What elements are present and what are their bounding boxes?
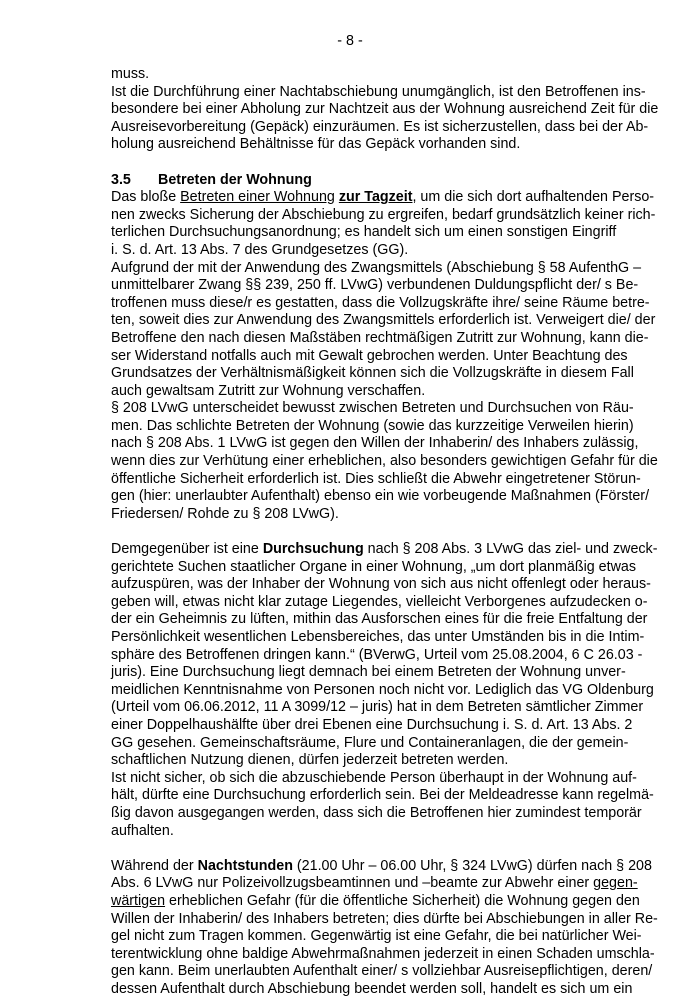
paragraph-betreten — [111, 189, 659, 523]
text-line: men. Das schlichte Betreten der Wohnung (sowie das kurzzeitige Verweilen hierin) — [111, 417, 634, 434]
text-line: muss. — [111, 66, 150, 82]
emphasis-nachtstunden: Nachtstunden — [197, 857, 293, 874]
paragraph-gap — [111, 523, 659, 541]
text-line: gerichtete Suchen staatlicher Organe in einer Wohnung, „um dort planmäßig etwas — [111, 558, 637, 575]
text-run: , um die sich dort aufhaltenden Perso- — [412, 189, 655, 206]
emphasis-durchsuchung: Durchsuchung — [262, 541, 364, 558]
text-line: Aufgrund der mit der Anwendung des Zwangsmittels (Abschiebung § 58 AufenthG – — [111, 259, 642, 276]
text-line: meidlichen Kenntnisnahme von Personen noch nicht vor. Lediglich das VG Oldenburg — [111, 681, 654, 698]
text-run: Abs. 6 LVwG nur Polizeivollzugsbeamtinnen und –beamte zur Abwehr einer — [111, 875, 594, 892]
text-line: holung ausreichend Behältnisse für das Gepäck vorhanden sind. — [111, 136, 521, 153]
paragraph-gap — [111, 840, 659, 858]
text-line: troffenen muss diese/r es gestatten, dass die Vollzugskräfte ihre/ seine Räume betre- — [111, 294, 650, 311]
text-line: gel nicht zum Tragen kommen. Gegenwärtig ist eine Gefahr, die bei natürlicher Wei- — [111, 928, 642, 945]
text-line: juris). Eine Durchsuchung liegt demnach bei einem Betreten der Wohnung unver- — [111, 664, 626, 681]
text-line — [111, 541, 659, 559]
text-line: öffentliche Sicherheit erforderlich ist. Dies schließt die Abwehr eingetretener Störun- — [111, 470, 641, 487]
text-line: der ein Geheimnis zu lüften, mithin das Ausforschen eines für die freie Entfaltung der — [111, 611, 648, 628]
document-body — [111, 66, 659, 998]
text-line: auch gewaltsam Zutritt zur Wohnung verschaffen. — [111, 382, 426, 399]
paragraph-intro — [111, 66, 659, 154]
text-line: nen zwecks Sicherung der Abschiebung zu ergreifen, bedarf grundsätzlich keiner rich- — [111, 206, 656, 223]
text-line: besondere bei einer Abholung zur Nachtzeit aus der Wohnung ausreichend Zeit für die — [111, 101, 659, 118]
text-line: Persönlichkeit wesentlichen Lebensbereiches, das unter Umständen bis in die Intim- — [111, 629, 645, 645]
text-line: § 208 LVwG unterscheidet bewusst zwischen Betreten und Durchsuchen von Räu- — [111, 400, 634, 417]
text-run: nach § 208 Abs. 3 LVwG das ziel- und zweck- — [363, 541, 658, 558]
text-line — [111, 858, 659, 876]
text-line — [111, 189, 659, 207]
text-line: Ausreisevorbereitung (Gepäck) einzuräumen. Es ist sicherzustellen, dass bei der Ab- — [111, 118, 649, 135]
text-line: aufhalten. — [111, 822, 174, 839]
text-line: sphäre des Betroffenen dringen kann.“ (BVerwG, Urteil vom 25.08.2004, 6 C 26.03 - — [111, 646, 643, 663]
text-line: nach § 208 Abs. 1 LVwG ist gegen den Willen der Inhaberin/ des Inhabers zulässig, — [111, 435, 639, 452]
text-line: wenn dies zur Verhütung einer erheblichen, also besonders gewichtigen Gefahr für die — [111, 453, 658, 470]
text-run: Das bloße — [111, 189, 181, 206]
page-number: - 8 - — [337, 33, 363, 49]
text-line: Ist die Durchführung einer Nachtabschiebung unumgänglich, ist den Betroffenen ins- — [111, 83, 646, 100]
text-line: ßig davon ausgegangen werden, dass sich die Betroffenen hier zumindest temporär — [111, 804, 642, 821]
section-title: Betreten der Wohnung — [158, 171, 312, 188]
text-run: Während der — [111, 857, 198, 874]
text-line: (Urteil vom 06.06.2012, 11 A 3099/12 – juris) hat in dem Betreten sämtlicher Zimmer — [111, 699, 644, 716]
underlined-term: Betreten einer Wohnung — [180, 189, 335, 206]
text-line: GG gesehen. Gemeinschaftsräume, Flure und Containeranlagen, die der gemein- — [111, 734, 629, 751]
paragraph-gap — [111, 154, 659, 172]
text-line: terentwicklung ohne baldige Abwehrmaßnahmen jederzeit in einen Schaden umschla- — [111, 945, 655, 962]
text-line: unmittelbarer Zwang §§ 239, 250 ff. LVwG) verbundenen Duldungspflicht der/ s Be- — [111, 277, 639, 294]
text-line: Ist nicht sicher, ob sich die abzuschiebende Person überhaupt in der Wohnung auf- — [111, 769, 637, 786]
text-run: (21.00 Uhr – 06.00 Uhr, § 324 LVwG) dürfen nach § 208 — [292, 857, 652, 874]
text-line: gen kann. Beim unerlaubten Aufenthalt einer/ s vollziehbar Ausreisepflichtigen, deren/ — [111, 963, 653, 980]
text-line: i. S. d. Art. 13 Abs. 7 des Grundgesetzes (GG). — [111, 241, 409, 258]
underlined-term: gegen- — [593, 875, 638, 892]
underlined-term: wärtigen — [111, 892, 166, 909]
text-line: terlichen Durchsuchungsanordnung; es handelt sich um einen sonstigen Eingriff — [111, 224, 617, 241]
text-line: schaftlichen Nutzung dienen, dürfen jederzeit betreten werden. — [111, 752, 509, 769]
text-line: Betroffene den nach diesen Maßstäben rechtmäßigen Zutritt zur Wohnung, kann die- — [111, 329, 649, 346]
text-line: Grundsatzes der Verhältnismäßigkeit können sich die Vollzugskräfte in diesem Fall — [111, 365, 634, 382]
text-line: ten, soweit dies zur Anwendung des Zwangsmittels erforderlich ist. Verweigert die/ der — [111, 312, 656, 329]
text-run: Demgegenüber ist eine — [111, 541, 263, 558]
text-line: einer Doppelhaushälfte über drei Ebenen eine Durchsuchung i. S. d. Art. 13 Abs. 2 — [111, 716, 633, 733]
paragraph-nacht — [111, 858, 659, 998]
text-line: hält, dürfte eine Durchsuchung erforderlich sein. Bei der Meldeadresse kann regelmä- — [111, 787, 654, 804]
text-line: aufzuspüren, was der Inhaber der Wohnung von sich aus nicht offenlegt oder heraus- — [111, 576, 651, 593]
section-heading — [111, 172, 659, 190]
text-line: gen (hier: unerlaubter Aufenthalt) ebenso ein wie vorbeugende Maßnahmen (Förster/ — [111, 488, 650, 505]
text-line — [111, 875, 659, 893]
text-line: dessen Aufenthalt durch Abschiebung beendet werden soll, handelt es sich um ein — [111, 980, 633, 997]
text-line: Friedersen/ Rohde zu § 208 LVwG). — [111, 505, 339, 522]
text-line: Willen der Inhaberin/ des Inhabers betreten; dies dürfte bei Abschiebungen in aller Re- — [111, 910, 658, 927]
text-line: ser Widerstand notfalls auch mit Gewalt gebrochen werden. Unter Beachtung des — [111, 347, 628, 364]
section-number: 3.5 — [111, 171, 131, 188]
text-line — [111, 893, 659, 911]
text-run: erheblichen Gefahr (für die öffentliche Sicherheit) die Wohnung gegen den — [165, 892, 640, 909]
emphasis-tagzeit: zur Tagzeit — [338, 189, 413, 206]
paragraph-durchsuchung — [111, 541, 659, 840]
text-line: geben will, etwas nicht klar zutage Liegendes, vielleicht Verborgenes aufzudecken o- — [111, 593, 648, 610]
